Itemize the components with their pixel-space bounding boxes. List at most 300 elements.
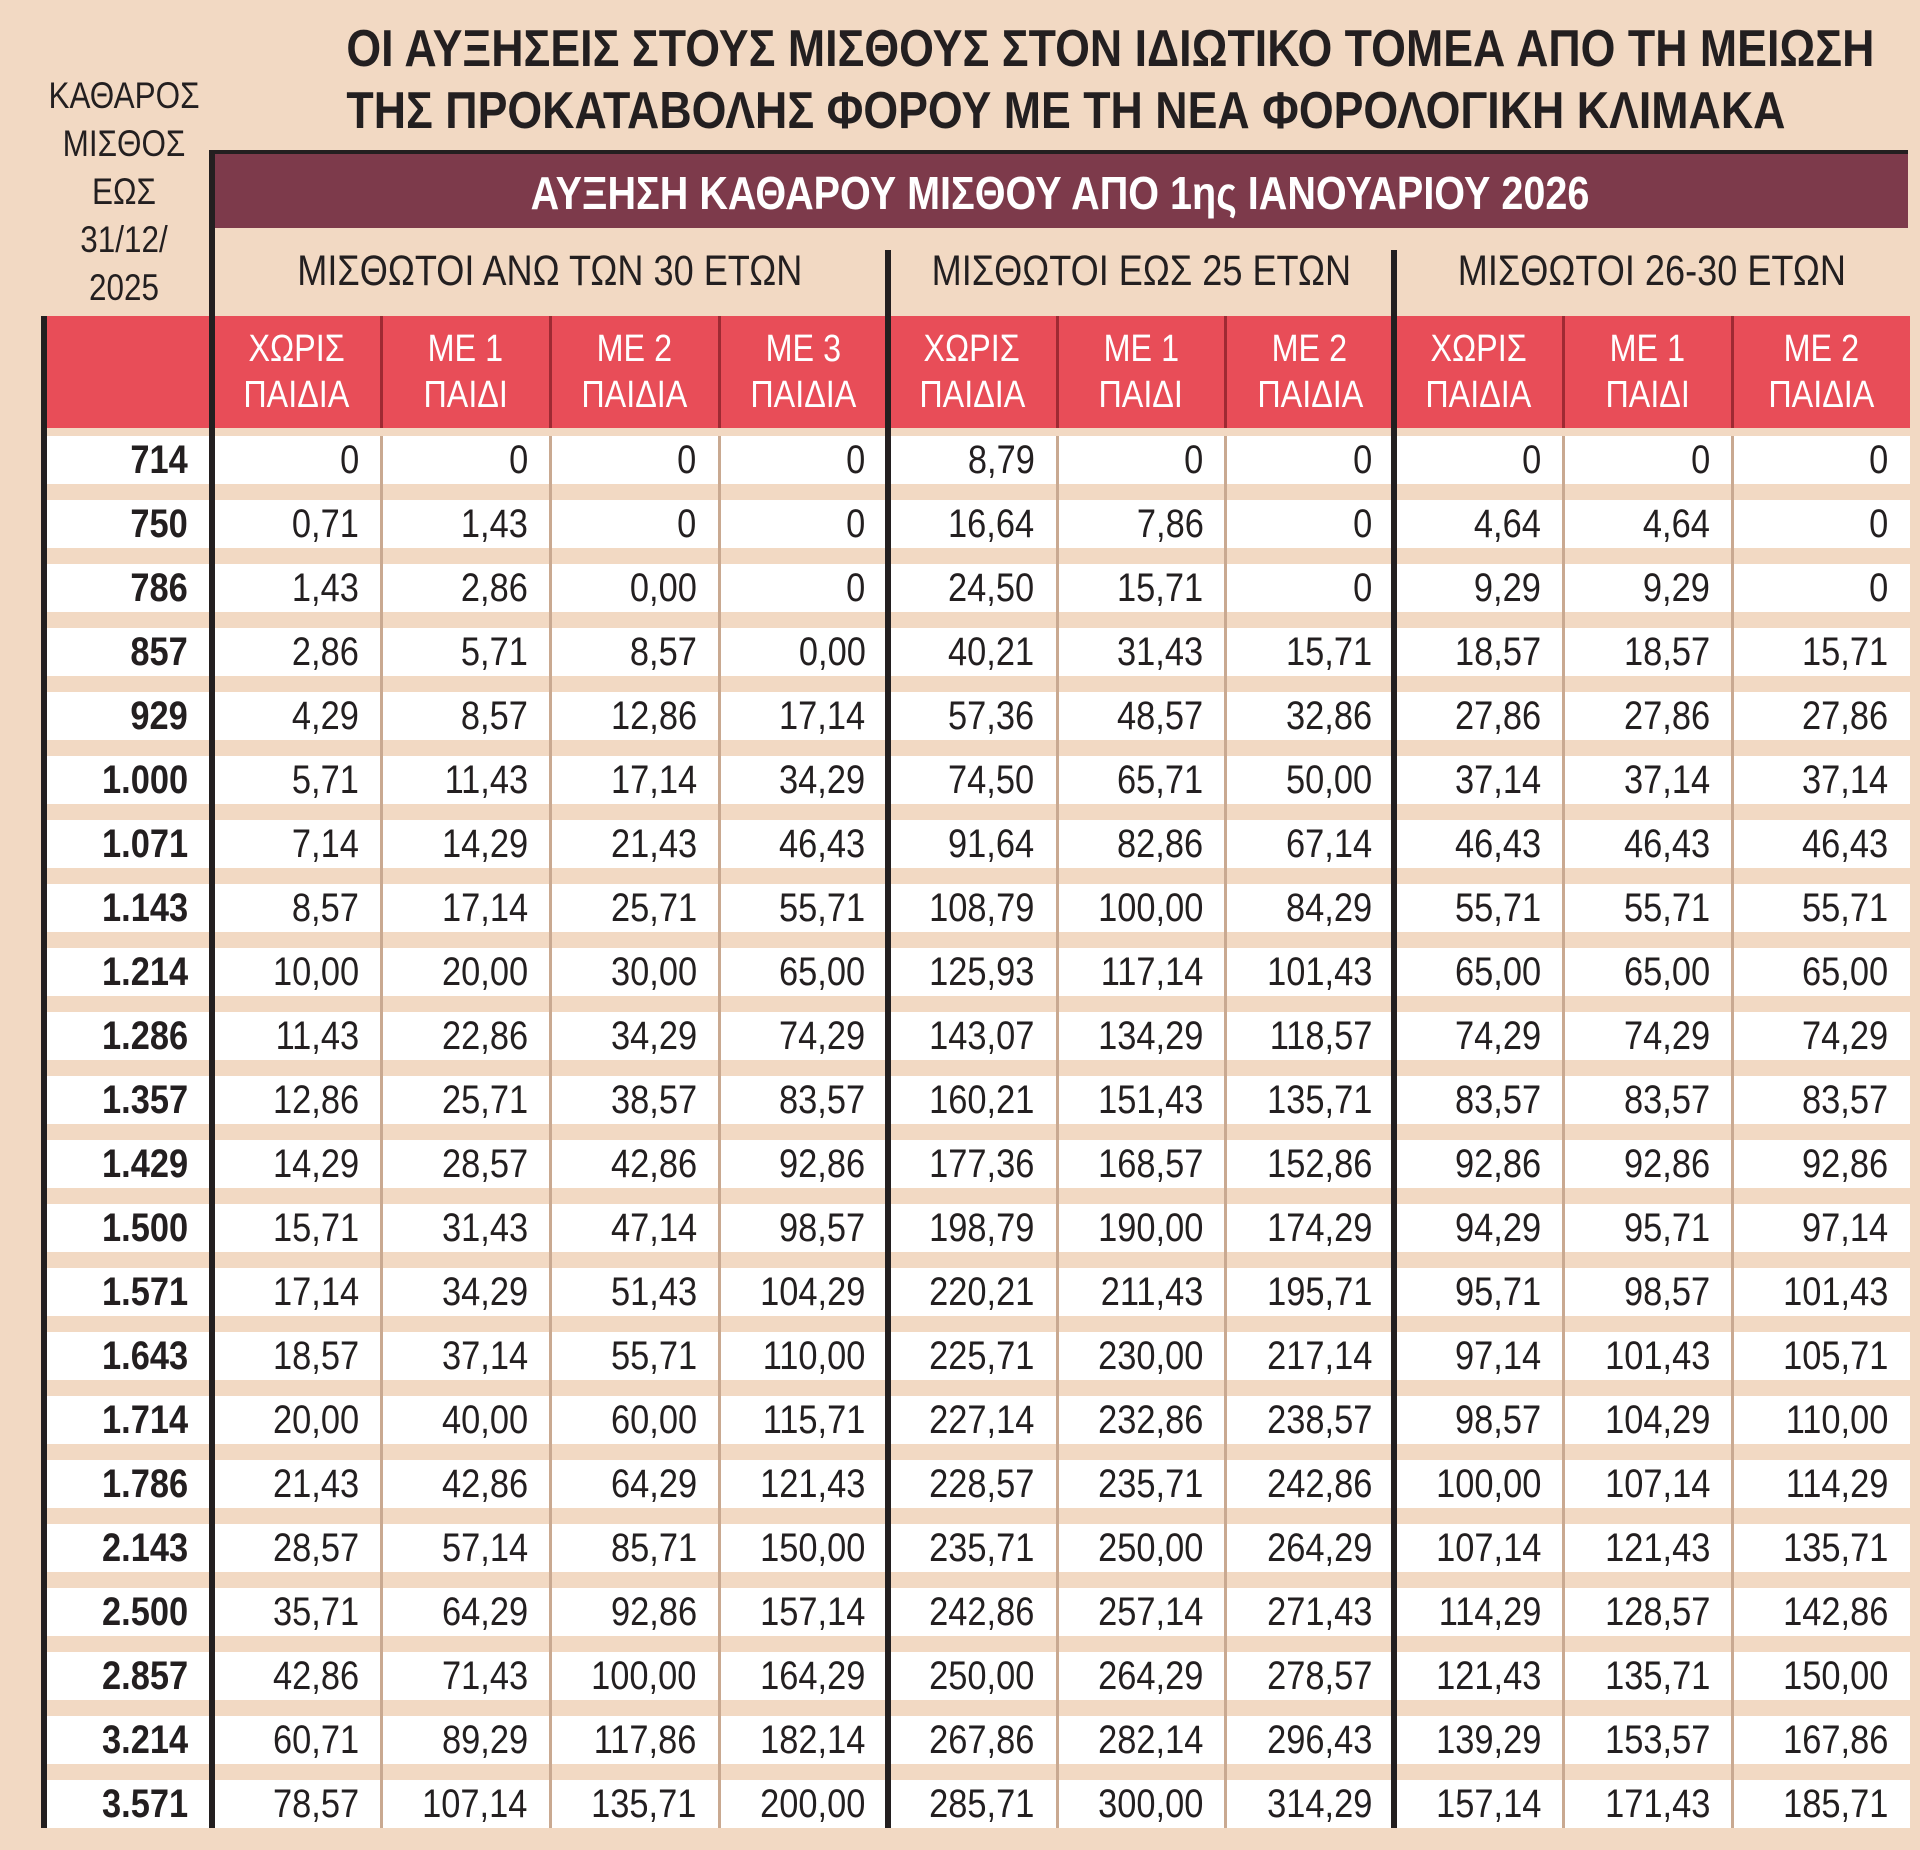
table-row <box>44 1140 1910 1188</box>
cell-value: 92,86 <box>1623 1142 1711 1186</box>
cell-value: 153,57 <box>1604 1718 1711 1762</box>
increase-cell <box>1394 1524 1563 1572</box>
increase-cell <box>381 948 550 996</box>
cell-value: 278,57 <box>1267 1654 1373 1698</box>
subtitle: ΑΥΞΗΣΗ ΚΑΘΑΡΟΥ ΜΙΣΘΟΥ ΑΠΟ 1ης ΙΑΝΟΥΑΡΙΟΥ 2026 <box>530 167 1590 219</box>
increase-cell <box>1563 1268 1732 1316</box>
increase-cell <box>212 1716 381 1764</box>
increase-cell <box>550 1524 719 1572</box>
salary-header-line: ΕΩΣ <box>92 171 156 212</box>
salary-cell <box>44 1012 212 1060</box>
group-divider <box>1391 250 1397 1828</box>
increase-cell <box>1394 564 1563 612</box>
cell-value: 27,86 <box>1623 694 1711 738</box>
cell-value: 14,29 <box>441 822 528 866</box>
increase-cell <box>1732 1588 1910 1636</box>
cell-value: 177,36 <box>929 1142 1035 1186</box>
increase-cell <box>1563 884 1732 932</box>
header-separator <box>718 316 721 428</box>
salary-header-line: 2025 <box>89 267 159 308</box>
salary-cell <box>44 884 212 932</box>
cell-value: 250,00 <box>929 1654 1035 1698</box>
cell-value: 40,00 <box>441 1398 528 1442</box>
increase-cell <box>381 564 550 612</box>
cell-value: 168,57 <box>1098 1142 1204 1186</box>
cell-value: 264,29 <box>1098 1654 1204 1698</box>
table-row <box>44 1460 1910 1508</box>
header-separator <box>549 316 552 428</box>
cell-value: 98,57 <box>1623 1270 1711 1314</box>
cell-value: 97,14 <box>1801 1206 1888 1250</box>
cell-value: 74,29 <box>1623 1014 1711 1058</box>
cell-value: 0 <box>846 438 866 482</box>
cell-value: 11,43 <box>444 758 528 802</box>
increase-cell <box>212 1204 381 1252</box>
cell-value: 92,86 <box>779 1142 866 1186</box>
increase-cell <box>1394 436 1563 484</box>
cell-value: 104,29 <box>1604 1398 1711 1442</box>
table-row <box>44 884 1910 932</box>
salary-cell <box>44 820 212 868</box>
salary-cell <box>44 692 212 740</box>
cell-value: 60,00 <box>610 1398 697 1442</box>
increase-cell <box>719 692 888 740</box>
table-row <box>44 756 1910 804</box>
cell-value: 34,29 <box>610 1014 697 1058</box>
increase-cell <box>888 948 1057 996</box>
increase-cell <box>1394 820 1563 868</box>
cell-value: 1,43 <box>291 566 359 610</box>
increase-cell <box>1394 1140 1563 1188</box>
cell-value: 15,71 <box>272 1206 359 1250</box>
increase-cell <box>1225 756 1394 804</box>
table-row <box>44 628 1910 676</box>
increase-cell <box>1225 1524 1394 1572</box>
cell-value: 15,71 <box>1801 630 1888 674</box>
increase-cell <box>550 1716 719 1764</box>
increase-cell <box>1394 1652 1563 1700</box>
cell-value: 27,86 <box>1455 694 1542 738</box>
cell-value: 195,71 <box>1267 1270 1373 1314</box>
cell-value: 55,71 <box>610 1334 697 1378</box>
cell-value: 37,14 <box>1455 758 1542 802</box>
cell-value: 2,86 <box>291 630 359 674</box>
column-header-line: ΜΕ 1 <box>1103 328 1179 370</box>
increase-cell <box>1057 1268 1226 1316</box>
increase-cell <box>1225 628 1394 676</box>
cell-value: 135,71 <box>1782 1526 1888 1570</box>
cell-value: 22,86 <box>441 1014 528 1058</box>
increase-cell <box>1225 1780 1394 1828</box>
cell-value: 55,71 <box>1623 886 1711 930</box>
table-row <box>44 692 1910 740</box>
cell-value: 65,71 <box>1117 758 1204 802</box>
cell-value: 92,86 <box>1455 1142 1542 1186</box>
cell-value: 46,43 <box>1623 822 1711 866</box>
increase-cell <box>381 1140 550 1188</box>
column-header-line: ΠΑΙΔΙΑ <box>581 374 688 416</box>
cell-value: 0 <box>1353 438 1373 482</box>
table-left-border <box>41 316 47 1828</box>
column-header-line: ΜΕ 1 <box>427 328 504 370</box>
increase-cell <box>888 1012 1057 1060</box>
cell-value: 267,86 <box>929 1718 1035 1762</box>
cell-value: 21,43 <box>610 822 697 866</box>
cell-value: 71,43 <box>441 1654 528 1698</box>
increase-cell <box>212 1396 381 1444</box>
table-row <box>44 1204 1910 1252</box>
column-header-line: ΠΑΙΔΙΑ <box>1425 374 1532 416</box>
increase-cell <box>1563 1460 1732 1508</box>
increase-cell <box>1563 1076 1732 1124</box>
cell-value: 4,29 <box>291 694 359 738</box>
cell-value: 117,14 <box>1100 950 1204 994</box>
increase-cell <box>1732 1204 1910 1252</box>
cell-value: 74,50 <box>948 758 1035 802</box>
table-row <box>44 436 1910 484</box>
cell-value: 198,79 <box>929 1206 1035 1250</box>
increase-cell <box>550 628 719 676</box>
cell-value: 16,64 <box>948 502 1035 546</box>
increase-cell <box>1057 692 1226 740</box>
increase-cell <box>212 500 381 548</box>
cell-value: 92,86 <box>610 1590 697 1634</box>
cell-value: 1.286 <box>101 1014 188 1058</box>
increase-cell <box>1057 436 1226 484</box>
cell-value: 92,86 <box>1801 1142 1888 1186</box>
cell-value: 1,43 <box>460 502 528 546</box>
cell-value: 91,64 <box>948 822 1035 866</box>
increase-cell <box>1732 564 1910 612</box>
cell-value: 28,57 <box>272 1526 359 1570</box>
increase-cell <box>1394 884 1563 932</box>
salary-cell <box>44 1332 212 1380</box>
cell-value: 18,57 <box>1623 630 1711 674</box>
cell-value: 89,29 <box>441 1718 528 1762</box>
increase-cell <box>550 1396 719 1444</box>
column-separator <box>549 436 552 1828</box>
cell-value: 0 <box>508 438 528 482</box>
column-header <box>719 316 888 428</box>
increase-cell <box>1057 1588 1226 1636</box>
increase-cell <box>1225 948 1394 996</box>
increase-cell <box>1563 692 1732 740</box>
header-separator <box>1224 316 1227 428</box>
cell-value: 55,71 <box>779 886 866 930</box>
cell-value: 37,14 <box>1623 758 1711 802</box>
cell-value: 271,43 <box>1267 1590 1373 1634</box>
salary-cell <box>44 1268 212 1316</box>
increase-cell <box>888 1716 1057 1764</box>
column-header <box>212 316 381 428</box>
increase-cell <box>719 628 888 676</box>
increase-cell <box>888 1396 1057 1444</box>
increase-cell <box>1394 500 1563 548</box>
cell-value: 42,86 <box>610 1142 697 1186</box>
increase-cell <box>1732 1140 1910 1188</box>
increase-cell <box>1563 564 1732 612</box>
increase-cell <box>1225 1588 1394 1636</box>
cell-value: 42,86 <box>441 1462 528 1506</box>
increase-cell <box>1732 1524 1910 1572</box>
increase-cell <box>888 1076 1057 1124</box>
cell-value: 185,71 <box>1782 1782 1888 1826</box>
cell-value: 0 <box>1868 566 1888 610</box>
cell-value: 0 <box>1522 438 1542 482</box>
cell-value: 2.500 <box>101 1590 188 1634</box>
cell-value: 1.429 <box>101 1142 188 1186</box>
cell-value: 17,14 <box>610 758 697 802</box>
table-row <box>44 1332 1910 1380</box>
increase-cell <box>1225 500 1394 548</box>
increase-cell <box>719 820 888 868</box>
column-separator <box>1224 436 1227 1828</box>
cell-value: 17,14 <box>272 1270 359 1314</box>
cell-value: 296,43 <box>1267 1718 1373 1762</box>
cell-value: 34,29 <box>441 1270 528 1314</box>
increase-cell <box>888 1140 1057 1188</box>
cell-value: 105,71 <box>1782 1334 1888 1378</box>
increase-cell <box>1732 1652 1910 1700</box>
increase-cell <box>1563 1396 1732 1444</box>
increase-cell <box>1732 884 1910 932</box>
cell-value: 107,14 <box>1435 1526 1542 1570</box>
salary-cell <box>44 564 212 612</box>
cell-value: 20,00 <box>272 1398 359 1442</box>
cell-value: 227,14 <box>929 1398 1035 1442</box>
column-header <box>1225 316 1394 428</box>
cell-value: 8,79 <box>967 438 1035 482</box>
cell-value: 85,71 <box>610 1526 697 1570</box>
increase-cell <box>719 564 888 612</box>
column-header-line: ΧΩΡΙΣ <box>923 328 1021 370</box>
increase-cell <box>1057 1524 1226 1572</box>
salary-header-line: ΚΑΘΑΡΟΣ <box>48 75 200 116</box>
increase-cell <box>212 436 381 484</box>
cell-value: 232,86 <box>1098 1398 1204 1442</box>
cell-value: 1.500 <box>101 1206 188 1250</box>
column-separator <box>1056 436 1059 1828</box>
cell-value: 135,71 <box>1267 1078 1373 1122</box>
cell-value: 46,43 <box>1801 822 1888 866</box>
increase-cell <box>1225 1396 1394 1444</box>
salary-cell <box>44 756 212 804</box>
cell-value: 0 <box>339 438 359 482</box>
cell-value: 200,00 <box>760 1782 866 1826</box>
cell-value: 3.214 <box>101 1718 188 1762</box>
increase-cell <box>1057 500 1226 548</box>
cell-value: 160,21 <box>929 1078 1035 1122</box>
cell-value: 8,57 <box>460 694 528 738</box>
salary-cell <box>44 500 212 548</box>
cell-value: 83,57 <box>1801 1078 1888 1122</box>
cell-value: 64,29 <box>441 1590 528 1634</box>
column-header-line: ΠΑΙΔΙΑ <box>1768 374 1875 416</box>
cell-value: 242,86 <box>929 1590 1035 1634</box>
column-header <box>1563 316 1732 428</box>
cell-value: 107,14 <box>422 1782 528 1826</box>
cell-value: 174,29 <box>1267 1206 1373 1250</box>
cell-value: 32,86 <box>1286 694 1373 738</box>
increase-cell <box>381 1076 550 1124</box>
cell-value: 1.571 <box>101 1270 188 1314</box>
increase-cell <box>212 1780 381 1828</box>
increase-cell <box>1225 884 1394 932</box>
increase-cell <box>550 1076 719 1124</box>
salary-cell <box>44 948 212 996</box>
increase-cell <box>888 1268 1057 1316</box>
increase-cell <box>212 1588 381 1636</box>
cell-value: 74,29 <box>1801 1014 1888 1058</box>
increase-cell <box>550 564 719 612</box>
increase-cell <box>719 1716 888 1764</box>
column-header-line: ΠΑΙΔΙ <box>1098 374 1184 416</box>
salary-header-line: ΜΙΣΘΟΣ <box>62 123 186 164</box>
header-separator <box>1731 316 1734 428</box>
increase-cell <box>550 1588 719 1636</box>
increase-cell <box>1563 948 1732 996</box>
column-separator <box>1731 436 1734 1828</box>
cell-value: 0 <box>1690 438 1711 482</box>
cell-value: 42,86 <box>272 1654 359 1698</box>
cell-value: 230,00 <box>1098 1334 1204 1378</box>
increase-cell <box>1057 1716 1226 1764</box>
increase-cell <box>212 1140 381 1188</box>
cell-value: 83,57 <box>779 1078 866 1122</box>
cell-value: 47,14 <box>610 1206 697 1250</box>
cell-value: 117,86 <box>594 1718 697 1762</box>
increase-cell <box>212 820 381 868</box>
cell-value: 20,00 <box>441 950 528 994</box>
cell-value: 100,00 <box>1435 1462 1542 1506</box>
cell-value: 18,57 <box>1455 630 1542 674</box>
increase-cell <box>888 692 1057 740</box>
cell-value: 9,29 <box>1643 566 1711 610</box>
cell-value: 100,00 <box>1098 886 1204 930</box>
cell-value: 17,14 <box>441 886 528 930</box>
cell-value: 95,71 <box>1455 1270 1542 1314</box>
cell-value: 3.571 <box>101 1782 188 1826</box>
increase-cell <box>1732 1076 1910 1124</box>
cell-value: 48,57 <box>1117 694 1204 738</box>
increase-cell <box>1057 1652 1226 1700</box>
increase-cell <box>1225 1268 1394 1316</box>
column-header-line: ΠΑΙΔΙΑ <box>919 374 1026 416</box>
increase-cell <box>381 1460 550 1508</box>
cell-value: 104,29 <box>760 1270 866 1314</box>
cell-value: 0 <box>1353 502 1373 546</box>
cell-value: 121,43 <box>1604 1526 1711 1570</box>
cell-value: 115,71 <box>762 1398 866 1442</box>
increase-cell <box>1057 1396 1226 1444</box>
cell-value: 257,14 <box>1098 1590 1204 1634</box>
cell-value: 786 <box>130 566 188 610</box>
increase-cell <box>1563 1652 1732 1700</box>
cell-value: 110,00 <box>762 1334 866 1378</box>
increase-cell <box>1732 1012 1910 1060</box>
increase-cell <box>381 628 550 676</box>
cell-value: 15,71 <box>1117 566 1204 610</box>
cell-value: 55,71 <box>1455 886 1542 930</box>
cell-value: 285,71 <box>929 1782 1035 1826</box>
table-row <box>44 948 1910 996</box>
increase-cell <box>1732 628 1910 676</box>
column-header-line: ΜΕ 3 <box>765 328 841 370</box>
cell-value: 300,00 <box>1098 1782 1204 1826</box>
increase-cell <box>1394 756 1563 804</box>
salary-cell <box>44 1780 212 1828</box>
increase-cell <box>1394 692 1563 740</box>
increase-cell <box>1563 1780 1732 1828</box>
cell-value: 108,79 <box>929 886 1035 930</box>
cell-value: 235,71 <box>929 1526 1035 1570</box>
cell-value: 27,86 <box>1801 694 1888 738</box>
cell-value: 18,57 <box>272 1334 359 1378</box>
increase-cell <box>381 1012 550 1060</box>
cell-value: 211,43 <box>1100 1270 1204 1314</box>
increase-cell <box>888 1652 1057 1700</box>
increase-cell <box>550 1140 719 1188</box>
cell-value: 101,43 <box>1782 1270 1888 1314</box>
cell-value: 38,57 <box>610 1078 697 1122</box>
increase-cell <box>1732 1268 1910 1316</box>
cell-value: 121,43 <box>1435 1654 1542 1698</box>
column-header <box>1732 316 1910 428</box>
increase-cell <box>1225 692 1394 740</box>
cell-value: 282,14 <box>1098 1718 1204 1762</box>
increase-cell <box>719 1588 888 1636</box>
increase-cell <box>719 756 888 804</box>
cell-value: 2.857 <box>101 1654 188 1698</box>
cell-value: 110,00 <box>1785 1398 1888 1442</box>
cell-value: 83,57 <box>1623 1078 1711 1122</box>
cell-value: 98,57 <box>1455 1398 1542 1442</box>
cell-value: 220,21 <box>929 1270 1035 1314</box>
cell-value: 0,00 <box>798 630 866 674</box>
cell-value: 264,29 <box>1267 1526 1373 1570</box>
column-header-line: ΧΩΡΙΣ <box>1430 328 1527 370</box>
cell-value: 101,43 <box>1267 950 1373 994</box>
cell-value: 11,43 <box>275 1014 359 1058</box>
cell-value: 0 <box>1868 502 1888 546</box>
table-row <box>44 1588 1910 1636</box>
cell-value: 78,57 <box>272 1782 359 1826</box>
cell-value: 15,71 <box>1286 630 1373 674</box>
cell-value: 143,07 <box>929 1014 1035 1058</box>
column-header <box>1394 316 1563 428</box>
cell-value: 217,14 <box>1267 1334 1373 1378</box>
cell-value: 1.786 <box>101 1462 188 1506</box>
increase-cell <box>1732 436 1910 484</box>
increase-cell <box>719 1780 888 1828</box>
increase-cell <box>1225 1460 1394 1508</box>
increase-cell <box>381 820 550 868</box>
increase-cell <box>1225 1140 1394 1188</box>
cell-value: 30,00 <box>610 950 697 994</box>
cell-value: 98,57 <box>779 1206 866 1250</box>
cell-value: 4,64 <box>1474 502 1542 546</box>
cell-value: 10,00 <box>272 950 359 994</box>
increase-cell <box>888 1204 1057 1252</box>
salary-cell <box>44 1204 212 1252</box>
increase-cell <box>888 1780 1057 1828</box>
cell-value: 135,71 <box>1604 1654 1711 1698</box>
cell-value: 118,57 <box>1269 1014 1373 1058</box>
cell-value: 750 <box>130 502 188 546</box>
salary-cell <box>44 1140 212 1188</box>
table-row <box>44 564 1910 612</box>
cell-value: 94,29 <box>1455 1206 1542 1250</box>
